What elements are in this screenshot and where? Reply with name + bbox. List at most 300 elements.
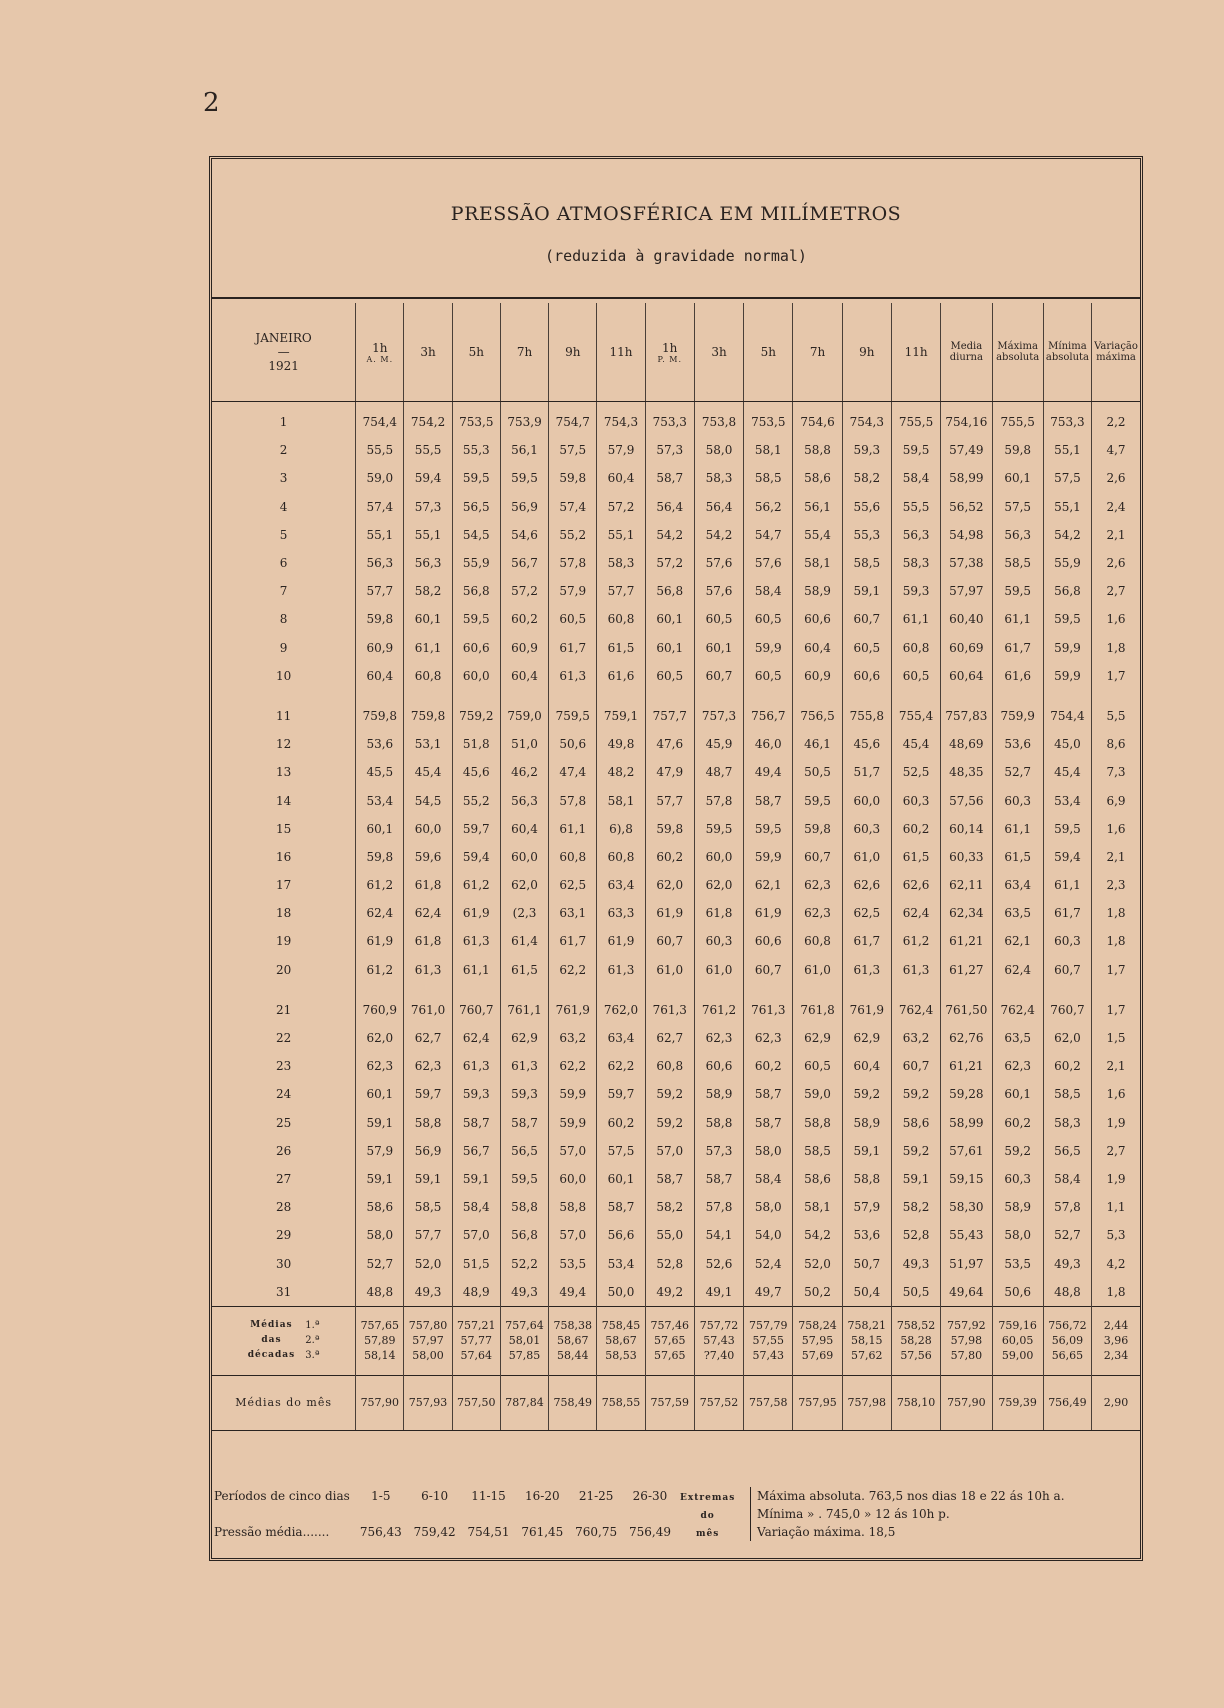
value-cell: 59,2 [992,1137,1043,1165]
value-cell: 58,5 [992,549,1043,577]
value-cell: 56,5 [1043,1137,1091,1165]
value-cell: 54,6 [500,521,548,549]
periodo-range: 16-20 [525,1489,560,1503]
month-header: JANEIRO — 1921 [212,303,356,402]
day-cell: 18 [275,906,292,921]
value-cell: 60,8 [549,843,597,871]
value-cell: 60,2 [500,605,548,633]
value-cell: 60,4 [500,815,548,843]
value-cell: 59,5 [500,1165,548,1193]
value-cell: 60,5 [744,662,793,690]
value-cell: 61,7 [992,634,1043,662]
pressao-value: 759,42 [413,1525,456,1539]
value-cell: 61,3 [842,956,891,984]
value-cell: 753,5 [452,408,500,436]
table-frame [209,156,1143,1561]
value-cell: 62,34 [941,899,992,927]
value-cell: 60,7 [694,662,743,690]
value-cell: 759,1 [597,702,645,730]
value-cell: 59,7 [597,1080,645,1108]
value-cell: 2,7 [1092,1137,1140,1165]
value-cell: 58,2 [842,464,891,492]
value-cell: 762,4 [992,996,1043,1024]
pressao-media-line: Pressão média....... 756,43 759,42 754,51 761,45 760,75 756,49 [214,1525,675,1539]
value-cell: 56,5 [500,1137,548,1165]
value-cell: 58,6 [793,1165,842,1193]
value-cell: 60,9 [500,634,548,662]
value-cell: 753,5 [744,408,793,436]
value-cell: 55,5 [891,493,940,521]
value-cell: 62,0 [645,871,694,899]
value-cell: 47,6 [645,730,694,758]
value-cell: 760,9 [356,996,404,1024]
value-cell: 61,5 [992,843,1043,871]
table-row [212,927,1140,955]
value-cell: 52,6 [694,1249,743,1277]
day-cell: 2 [279,443,288,458]
value-cell: 60,8 [597,605,645,633]
value-cell: 52,7 [1043,1221,1091,1249]
value-cell: 49,3 [1043,1249,1091,1277]
value-cell: 59,1 [356,1165,404,1193]
hour-header: 11h [597,303,645,402]
value-cell: 60,2 [597,1109,645,1137]
value-cell: 57,8 [549,786,597,814]
value-cell: 57,0 [549,1221,597,1249]
value-cell: 61,9 [597,927,645,955]
value-cell: 62,2 [597,1052,645,1080]
value-cell: 759,2 [452,702,500,730]
mes-cell: 757,90 [941,1375,992,1430]
value-cell: 59,2 [842,1080,891,1108]
value-cell: 60,7 [1043,956,1091,984]
value-cell: 61,7 [549,927,597,955]
value-cell: 61,21 [941,1052,992,1080]
value-cell: 59,9 [1043,634,1091,662]
value-cell: 753,9 [500,408,548,436]
periodo-range: 11-15 [471,1489,506,1503]
value-cell: 45,6 [842,730,891,758]
value-cell: 54,2 [694,521,743,549]
value-cell: 54,98 [941,521,992,549]
value-cell: 1,8 [1092,899,1140,927]
value-cell: 59,3 [842,436,891,464]
value-cell: 59,4 [1043,843,1091,871]
value-cell: 59,0 [793,1080,842,1108]
value-cell: 57,0 [549,1137,597,1165]
value-cell: 56,3 [404,549,452,577]
value-cell: 62,76 [941,1024,992,1052]
value-cell: 62,5 [549,871,597,899]
value-cell: 49,4 [549,1278,597,1307]
value-cell: 754,2 [404,408,452,436]
table-row [212,1278,1140,1307]
value-cell: 60,5 [842,634,891,662]
value-cell: 1,5 [1092,1024,1140,1052]
value-cell: 2,6 [1092,549,1140,577]
value-cell: 57,3 [404,493,452,521]
value-cell: 761,3 [744,996,793,1024]
value-cell: 52,7 [992,758,1043,786]
value-cell: 58,5 [793,1137,842,1165]
value-cell: 60,0 [500,843,548,871]
value-cell: 57,4 [356,493,404,521]
value-cell: 58,4 [891,464,940,492]
value-cell: 61,2 [356,871,404,899]
value-cell: 59,3 [891,577,940,605]
value-cell: 1,7 [1092,996,1140,1024]
day-cell: 21 [275,1002,292,1017]
value-cell: 50,2 [793,1278,842,1307]
value-cell: 61,6 [992,662,1043,690]
value-cell: 52,8 [891,1221,940,1249]
value-cell: 54,2 [793,1221,842,1249]
value-cell: 759,8 [404,702,452,730]
value-cell: 56,9 [404,1137,452,1165]
value-cell: 60,2 [1043,1052,1091,1080]
day-cell: 13 [275,765,292,780]
value-cell: 57,5 [549,436,597,464]
value-cell: 61,3 [404,956,452,984]
value-cell: 2,1 [1092,1052,1140,1080]
value-cell: 58,8 [793,436,842,464]
value-cell: 58,4 [1043,1165,1091,1193]
value-cell: 60,8 [891,634,940,662]
value-cell: 1,9 [1092,1109,1140,1137]
value-cell: 1,8 [1092,634,1140,662]
value-cell: 54,1 [694,1221,743,1249]
value-cell: 62,9 [793,1024,842,1052]
value-cell: 60,8 [645,1052,694,1080]
table-row [212,899,1140,927]
value-cell: 55,1 [356,521,404,549]
value-cell: 55,5 [404,436,452,464]
value-cell: 60,69 [941,634,992,662]
value-cell: 55,6 [842,493,891,521]
periodo-range: 21-25 [578,1489,614,1503]
value-cell: 49,3 [891,1249,940,1277]
value-cell: 58,6 [793,464,842,492]
value-cell: 46,2 [500,758,548,786]
value-cell: 762,0 [597,996,645,1024]
value-cell: 57,49 [941,436,992,464]
decada-cell: 2,44 3,96 2,34 [1092,1306,1140,1375]
mes-cell: 757,98 [842,1375,891,1430]
value-cell: 61,1 [549,815,597,843]
value-cell: 58,1 [793,1193,842,1221]
value-cell: 54,2 [645,521,694,549]
value-cell: 56,7 [500,549,548,577]
value-cell: 54,5 [452,521,500,549]
value-cell: 60,9 [793,662,842,690]
value-cell: 58,9 [842,1109,891,1137]
table-row [212,786,1140,814]
value-cell: 60,7 [744,956,793,984]
day-cell: 22 [275,1031,292,1046]
value-cell: 759,0 [500,702,548,730]
value-cell: 61,3 [500,1052,548,1080]
value-cell: 58,1 [744,436,793,464]
value-cell: 61,9 [452,899,500,927]
table-title: PRESSÃO ATMOSFÉRICA EM MILÍMETROS [450,203,902,225]
value-cell: 60,40 [941,605,992,633]
value-cell: 57,9 [597,436,645,464]
value-cell: 59,1 [404,1165,452,1193]
value-cell: 51,8 [452,730,500,758]
value-cell: 62,7 [645,1024,694,1052]
hour-header: 1h P. M. [645,303,694,402]
value-cell: 58,6 [891,1109,940,1137]
value-cell: 59,2 [645,1109,694,1137]
value-cell: 754,16 [941,408,992,436]
value-cell: 60,5 [694,605,743,633]
day-cell: 3 [279,471,288,486]
value-cell: 52,4 [744,1249,793,1277]
day-cell: 19 [275,934,292,949]
value-cell: 49,1 [694,1278,743,1307]
value-cell: 62,3 [694,1024,743,1052]
value-cell: 61,2 [356,956,404,984]
value-cell: 57,61 [941,1137,992,1165]
value-cell: 57,3 [645,436,694,464]
value-cell: 58,8 [549,1193,597,1221]
table-row [212,1024,1140,1052]
value-cell: 57,8 [1043,1193,1091,1221]
value-cell: 754,7 [549,408,597,436]
value-cell: 56,8 [1043,577,1091,605]
day-cell: 7 [279,584,288,599]
value-cell: 56,8 [452,577,500,605]
table-row [212,1165,1140,1193]
table-row [212,464,1140,492]
value-cell: 60,7 [645,927,694,955]
value-cell: 61,0 [694,956,743,984]
hour-header: 9h [549,303,597,402]
media-diurna-header: Media diurna [941,303,992,402]
value-cell: 58,5 [744,464,793,492]
extremas-label: Extremas do mês [680,1493,736,1539]
value-cell: 61,5 [597,634,645,662]
value-cell: 55,4 [793,521,842,549]
value-cell: 60,1 [356,815,404,843]
value-cell: 62,4 [356,899,404,927]
value-cell: 61,9 [744,899,793,927]
table-row [212,549,1140,577]
value-cell: 2,1 [1092,843,1140,871]
value-cell: 56,9 [500,493,548,521]
table-row [212,730,1140,758]
value-cell: 62,1 [744,871,793,899]
value-cell: 55,5 [356,436,404,464]
value-cell: 60,3 [891,786,940,814]
value-cell: 58,30 [941,1193,992,1221]
decada-cell: 757,92 57,98 57,80 [941,1306,992,1375]
value-cell: 54,5 [404,786,452,814]
value-cell: 57,8 [549,549,597,577]
value-cell: 61,3 [891,956,940,984]
value-cell: 58,1 [597,786,645,814]
value-cell: 61,21 [941,927,992,955]
value-cell: 61,1 [404,634,452,662]
periodo-range: 26-30 [632,1489,668,1503]
value-cell: 56,3 [500,786,548,814]
value-cell: 7,3 [1092,758,1140,786]
extremas-details [750,1487,1065,1541]
value-cell: 56,4 [645,493,694,521]
value-cell: 52,0 [793,1249,842,1277]
table-row [212,1249,1140,1277]
value-cell: 57,7 [645,786,694,814]
value-cell: 53,6 [992,730,1043,758]
day-cell: 9 [279,640,288,655]
value-cell: 57,6 [694,577,743,605]
value-cell: 58,3 [694,464,743,492]
value-cell: 59,7 [452,815,500,843]
value-cell: 754,4 [1043,702,1091,730]
value-cell: 58,4 [744,577,793,605]
value-cell: 60,0 [404,815,452,843]
value-cell: 59,5 [500,464,548,492]
day-cell: 28 [275,1200,292,1215]
day-cell: 12 [275,737,292,752]
value-cell: 59,8 [793,815,842,843]
value-cell: 58,5 [1043,1080,1091,1108]
value-cell: 61,3 [452,927,500,955]
value-cell: 59,9 [549,1080,597,1108]
value-cell: 62,9 [500,1024,548,1052]
value-cell: 61,1 [992,815,1043,843]
decada-cell: 758,24 57,95 57,69 [793,1306,842,1375]
decada-cell: 757,72 57,43 ?7,40 [694,1306,743,1375]
value-cell: 59,5 [694,815,743,843]
day-cell: 14 [275,793,292,808]
value-cell: 57,5 [597,1137,645,1165]
decada-cell: 758,38 58,67 58,44 [549,1306,597,1375]
value-cell: 1,6 [1092,1080,1140,1108]
value-cell: 753,3 [645,408,694,436]
value-cell: 61,2 [452,871,500,899]
value-cell: 57,2 [597,493,645,521]
value-cell: 61,1 [452,956,500,984]
value-cell: 58,7 [500,1109,548,1137]
value-cell: 753,8 [694,408,743,436]
value-cell: 57,7 [356,577,404,605]
value-cell: 58,7 [744,1080,793,1108]
value-cell: 61,0 [793,956,842,984]
value-cell: 61,3 [549,662,597,690]
value-cell: 61,3 [597,956,645,984]
value-cell: 58,0 [744,1193,793,1221]
value-cell: 753,3 [1043,408,1091,436]
hour-header: 7h [793,303,842,402]
decada-cell: 758,21 58,15 57,62 [842,1306,891,1375]
mes-cell: 757,58 [744,1375,793,1430]
value-cell: 59,0 [356,464,404,492]
value-cell: 45,4 [891,730,940,758]
value-cell: 45,4 [404,758,452,786]
value-cell: 49,8 [597,730,645,758]
table-row [212,662,1140,690]
value-cell: 757,83 [941,702,992,730]
value-cell: 59,9 [744,634,793,662]
decada-cell: 757,65 57,89 58,14 [356,1306,404,1375]
table-row [212,758,1140,786]
value-cell: 2,1 [1092,521,1140,549]
value-cell: 63,4 [992,871,1043,899]
value-cell: 60,1 [992,1080,1043,1108]
value-cell: 2,4 [1092,493,1140,521]
value-cell: 755,5 [992,408,1043,436]
day-cell: 17 [275,878,292,893]
table-row [212,1052,1140,1080]
decada-cell: 758,52 58,28 57,56 [891,1306,940,1375]
value-cell: 60,2 [992,1109,1043,1137]
value-cell: 59,15 [941,1165,992,1193]
value-cell: 59,2 [645,1080,694,1108]
value-cell: 59,4 [404,464,452,492]
value-cell: 59,2 [891,1080,940,1108]
value-cell: 60,8 [597,843,645,871]
value-cell: 1,8 [1092,927,1140,955]
value-cell: 60,14 [941,815,992,843]
value-cell: 60,3 [842,815,891,843]
hour-header: 3h [694,303,743,402]
value-cell: 60,3 [992,1165,1043,1193]
value-cell: 55,2 [549,521,597,549]
value-cell: 60,0 [549,1165,597,1193]
mes-cell: 757,90 [356,1375,404,1430]
value-cell: 46,1 [793,730,842,758]
value-cell: 61,8 [404,871,452,899]
periodos-line: Períodos de cinco dias 1-5 6-10 11-15 16-20 21-25 26-30 [214,1489,675,1503]
value-cell: 50,6 [549,730,597,758]
value-cell: 45,0 [1043,730,1091,758]
table-row [212,408,1140,436]
value-cell: 58,7 [744,1109,793,1137]
value-cell: 50,6 [992,1278,1043,1307]
value-cell: 60,1 [694,634,743,662]
table-subtitle: (reduzida à gravidade normal) [545,247,807,265]
value-cell: 756,5 [793,702,842,730]
day-cell: 5 [279,527,288,542]
value-cell: 59,5 [452,464,500,492]
value-cell: 1,8 [1092,1278,1140,1307]
day-cell: 16 [275,849,292,864]
value-cell: 57,2 [500,577,548,605]
value-cell: 58,0 [356,1221,404,1249]
value-cell: 56,7 [452,1137,500,1165]
mes-cell: 756,49 [1043,1375,1091,1430]
value-cell: 1,7 [1092,956,1140,984]
value-cell: 756,7 [744,702,793,730]
page-number: 2 [203,88,220,118]
header-row [212,303,1140,402]
variacao-header: Variação máxima [1092,303,1140,402]
value-cell: 62,2 [549,1052,597,1080]
value-cell: 61,7 [549,634,597,662]
value-cell: 61,7 [1043,899,1091,927]
value-cell: 61,0 [645,956,694,984]
pressao-value: 760,75 [575,1525,618,1539]
value-cell: 59,28 [941,1080,992,1108]
value-cell: 62,3 [404,1052,452,1080]
value-cell: 50,7 [842,1249,891,1277]
value-cell: 59,5 [1043,605,1091,633]
value-cell: 50,5 [891,1278,940,1307]
value-cell: 60,2 [744,1052,793,1080]
value-cell: 54,0 [744,1221,793,1249]
value-cell: 57,38 [941,549,992,577]
